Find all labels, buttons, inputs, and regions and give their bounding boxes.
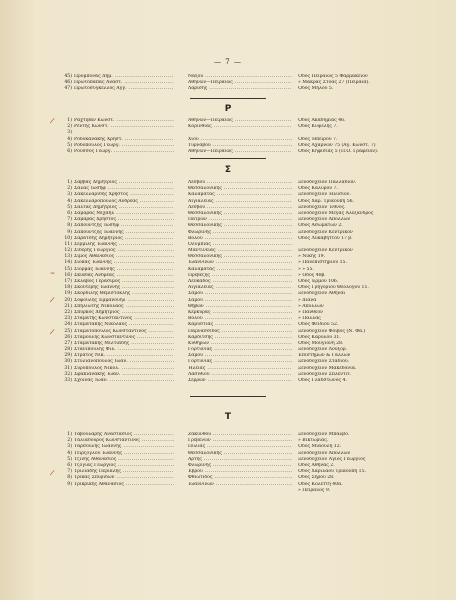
section-continuation <box>60 74 420 93</box>
entry-address: Ξενοδοχεῖον Ἀθῆναι <box>298 291 346 297</box>
entry-number: 12) <box>64 248 72 254</box>
entry-address: Ὁδὸς Κυψέλης 7. <box>298 124 338 130</box>
entry-address: Ὁδὸς Μιαούλη 12. <box>298 444 342 450</box>
entry-number: 26) <box>64 334 72 340</box>
entry-number: 2) <box>67 438 72 444</box>
entry-number: 27) <box>64 340 72 346</box>
section-divider <box>190 98 266 99</box>
entry-address: Ξενοδοχεῖον Λουξὸρ. <box>298 347 348 353</box>
entry-name: Στανιπούλης Φιλ. ..... <box>74 347 174 353</box>
entry-name: Σκιαδᾶς Ἀνδρέας ..... <box>74 273 174 279</box>
entry-name: Σπηλιώτης Νικόλαος ..... <box>74 304 174 310</box>
entry-name: Σιορμᾶς Ἰωάννης ..... <box>74 267 174 273</box>
entry-address: » Πειραιῶς 9. <box>298 487 331 493</box>
entry-address: Ὁδὸς Μῆλου 5. <box>298 86 334 92</box>
entry-name: Ραχτιβὰν Κωνστ. ..... <box>74 118 174 124</box>
entry-name: Σάββας Δημήτριος ..... <box>74 180 174 186</box>
entry-number: 4) <box>67 450 72 456</box>
handwritten-mark: ⟋ <box>50 118 55 125</box>
entry-name: Σταμάτης Κωνσταντῖνος ..... <box>74 316 174 322</box>
entry-address: Ξενοδοχεῖον Σπλέντιτ. <box>298 371 352 377</box>
section-divider <box>190 396 266 397</box>
entry-number: 46) <box>64 80 72 86</box>
entry-name: Σακελλαρόπουλος Ἀνδρέας ..... <box>74 199 174 205</box>
entry-constituency: Θεσσαλονίκης ..... <box>188 223 292 229</box>
section-tau <box>60 432 420 494</box>
entry-number: 1) <box>67 432 72 437</box>
entry-name: Σπύρκος Δημήτριος ..... <box>74 310 174 316</box>
entry-number: 14) <box>64 260 72 266</box>
entry-number: 21) <box>64 303 72 309</box>
entry-name: Σταματάκης Νικόλαος ..... <box>74 322 174 328</box>
entry-name: Πρωτοπαπᾶς Ἀναστ. ..... <box>74 80 174 86</box>
entry-number: 3) <box>67 192 72 198</box>
section-letter-rho: Ρ <box>224 104 232 114</box>
entry-number: 6) <box>67 462 72 468</box>
entry-number: 13) <box>64 254 72 260</box>
entry-constituency: Ἀθηνῶν—Πειραιῶς ..... <box>188 149 292 155</box>
entry-address: Ὁδὸς Κηφισίας 5 (Π.Ο. Γραφεῖον). <box>298 148 379 154</box>
entry-constituency: Σάμου ..... <box>188 291 292 297</box>
entry-number: 23) <box>64 316 72 322</box>
entry-constituency: Βόλου ..... <box>188 236 292 242</box>
entry-constituency: Ἄρτης ..... <box>188 457 292 463</box>
entry-constituency: Κερκύρας ..... <box>188 310 292 316</box>
entry-name: Τζόγιας Γεώργιος ..... <box>74 463 174 469</box>
entry-name: Σάλας Ἰωσήφ ..... <box>74 186 174 192</box>
entry-address: Ἐπιστήμων & Γάλλων <box>298 353 351 359</box>
entry-constituency: Φλωρίνης ..... <box>188 230 292 236</box>
entry-constituency: Ἰωαννίνων ..... <box>188 260 292 266</box>
entry-name: Σίμος Ἀθανάσιος ..... <box>74 254 174 260</box>
entry-address: Ὁδὸς Ἀσωμάτων 2. <box>298 223 343 229</box>
entry-constituency: Ἰωαννίνων ..... <box>188 482 292 488</box>
entry-name: Σαπουντζῆς Ἰωσήφ ..... <box>74 223 174 229</box>
entry-number: 29) <box>64 353 72 359</box>
entry-number: 9) <box>67 229 72 235</box>
entry-constituency: Θηβῶν ..... <box>188 304 292 310</box>
entry-number: 18) <box>64 285 72 291</box>
entry-constituency: Γορτυνίας ..... <box>188 359 292 365</box>
entry-name: Σκορδίλης Θεμιστοκλῆς ..... <box>74 291 174 297</box>
entry-name: Σαράτσης Δημήτριος ..... <box>74 236 174 242</box>
entry-address: Ὁδὸς Φειδίου 52. <box>298 322 339 328</box>
entry-address: Ξενοδοχεῖον Ἡλύσιον. <box>298 192 351 198</box>
section-divider <box>190 158 266 159</box>
entry-number: 2) <box>67 124 72 130</box>
entry-number: 24) <box>64 322 72 328</box>
entry-address: Ὁδὸς Καρύλου 31. <box>298 334 341 340</box>
entry-address: Ξενοδοχεῖον Μακεδονία. <box>298 365 357 371</box>
entry-address: Ξενοδοχεῖον Παλλάδιον. <box>298 180 357 185</box>
entry-constituency: Ζακύνθου ..... <box>188 432 292 438</box>
entry-constituency: Κορινθίας ..... <box>188 124 292 130</box>
entry-constituency: Χίου ..... <box>188 137 292 143</box>
entry-name: Σιδέρης Γεώργιος ..... <box>74 248 174 254</box>
entry-address: » » 55. <box>298 266 314 272</box>
entry-constituency: Τυρνάβου ..... <box>188 143 292 149</box>
entry-constituency: Ἀθηνῶν—Πειραιῶς ..... <box>188 118 292 124</box>
entry-constituency: Λέσβου ..... <box>188 205 292 211</box>
entry-row <box>60 149 420 155</box>
entry-name: Τρίκας Σπυρίδων ..... <box>74 475 174 481</box>
handwritten-mark: ⟋ <box>50 470 55 477</box>
entry-constituency: Φθιώτιδος ..... <box>188 475 292 481</box>
entry-number: 30) <box>64 359 72 365</box>
entry-number: 32) <box>64 371 72 377</box>
entry-constituency: Πατρῶν ..... <box>188 217 292 223</box>
entry-constituency: Θεσσαλονίκης ..... <box>188 254 292 260</box>
entry-number: 17) <box>64 279 72 284</box>
entry-name: Σταματάκης Μιλτιάδης ..... <box>74 341 174 347</box>
entry-row <box>60 378 420 384</box>
entry-address: Ὁδὸς Καλύρου 7. <box>298 186 338 192</box>
entry-number: 16) <box>64 272 72 278</box>
entry-constituency: Λέσβου ..... <box>188 180 292 186</box>
entry-address: Ὁδὸς Ἑρμοῦ 106. <box>298 279 339 284</box>
entry-name: Ταλιαδούρος Κωνσταντῖνος ..... <box>74 438 174 444</box>
entry-name: Ταβουλάρης Ἀναστάσιος ..... <box>74 432 174 438</box>
entry-address: Ὁδὸς Μουγιονῆ 28. <box>298 340 344 346</box>
entry-number: 7) <box>67 217 72 223</box>
entry-name: Τζίνης Ἀθανάσιος ..... <box>74 457 174 463</box>
entry-constituency: Ἑβρου ..... <box>188 469 292 475</box>
entry-number: 33) <box>64 378 72 383</box>
entry-name: Τριλιάδης Περικλῆς ..... <box>74 469 174 475</box>
entry-address: Ξενοδοχεῖον Μπάλβο. <box>298 432 350 437</box>
entry-number: 3) <box>67 130 72 136</box>
entry-address: Ξενοδοχεῖον Ἔθνος. <box>298 204 346 210</box>
entry-name: Τεϊρζόγλου Ἰωάννης ..... <box>74 451 174 457</box>
entry-address: Ὁδὸς Ἠπείρου 7. <box>298 136 338 142</box>
entry-number: 8) <box>67 475 72 481</box>
entry-constituency: Γρεβενῶν ..... <box>188 438 292 444</box>
entry-name: Σερμίλης Ἰωάννης ..... <box>74 242 174 248</box>
entry-constituency: Καλαμάτας ..... <box>188 192 292 198</box>
entry-number: 19) <box>64 291 72 297</box>
entry-constituency: Πρεβέζης ..... <box>188 273 292 279</box>
entry-number: 11) <box>64 241 72 247</box>
entry-number: 5) <box>67 142 72 148</box>
entry-address: Ὁδὸς Γρηγορίου Θεολόγου 11. <box>298 285 369 291</box>
entry-name: Ταρσούλης Ἰωάννης ..... <box>74 444 174 450</box>
entry-constituency: Σερρῶν ..... <box>188 378 292 384</box>
entry-constituency: Ὀλυμπίας ..... <box>188 242 292 248</box>
entry-address: Ὁδὸς Χαρ. Τρικούπη 56. <box>298 198 355 204</box>
entry-number: 4) <box>67 198 72 204</box>
entry-address: Ὁδὸς Κολέττη 40α. <box>298 481 343 487</box>
section-rho <box>60 118 420 155</box>
entry-number: 4) <box>67 136 72 142</box>
entry-number: 25) <box>64 328 72 334</box>
entry-number: 28) <box>64 347 72 353</box>
entry-address: » Πάνθεον <box>298 309 323 315</box>
entry-number: 5) <box>67 204 72 210</box>
entry-number: 20) <box>64 297 72 303</box>
entry-constituency: Λαρίσης ..... <box>188 86 292 92</box>
entry-constituency: Σάμου ..... <box>188 298 292 304</box>
entry-address: Ξενοδοχεῖον Κεντρικόν <box>298 229 353 235</box>
entry-name: Σιόκας Ἰωάννης ..... <box>74 260 174 266</box>
section-sigma <box>60 180 420 384</box>
entry-row <box>60 488 420 494</box>
entry-constituency: Λασιθίου ..... <box>188 372 292 378</box>
entry-address: Ξενοδοχεῖον Ἅγιος Γεώργιος <box>298 456 366 462</box>
entry-address: Ξενοδοχεῖον Ἀπόλλων <box>298 217 351 223</box>
entry-constituency: Θεσσαλονίκης ..... <box>188 451 292 457</box>
entry-name: Ρούσσος Γεώργ. ..... <box>74 149 174 155</box>
entry-name: Σακελλαρίδης Χρῆστος ..... <box>74 192 174 198</box>
entry-name: Σάλτας Δημήτριος ..... <box>74 205 174 211</box>
entry-constituency: Πυλίας ..... <box>188 444 292 450</box>
entry-number: 22) <box>64 309 72 315</box>
entry-number: 7) <box>67 469 72 475</box>
entry-address: » Νίκης 19. <box>298 254 326 260</box>
entry-number: 5) <box>67 456 72 462</box>
entry-name: Σαμαρᾶς Χρῆστος ..... <box>74 217 174 223</box>
entry-constituency: Καρδίτσης ..... <box>188 335 292 341</box>
entry-address: Ὁδὸς Χαριλάου Τρικούπη 15. <box>298 469 366 475</box>
entry-row <box>60 86 420 92</box>
entry-address: » Ὁδὸς 48β. <box>298 272 326 278</box>
entry-name: Σκλάβος Γεράσιμος ..... <box>74 279 174 285</box>
entry-address: Ξενοδοχεῖον Ἀπόλλων <box>298 450 351 456</box>
entry-address: Ὁδὸς Ἀθηνᾶς 2. <box>298 462 335 468</box>
entry-number: 6) <box>67 210 72 216</box>
handwritten-mark: ⟋ <box>50 297 55 304</box>
entry-constituency: Θεσσαλονίκης ..... <box>188 211 292 217</box>
entry-name: Σκουτέρης Ἰωάννης ..... <box>74 285 174 291</box>
entry-name: Ροδοκανάκης Χρηστ. ..... <box>74 137 174 143</box>
entry-constituency: Ἠλείας ..... <box>188 366 292 372</box>
entry-constituency: Ἀθηνῶν—Πειραιῶς ..... <box>188 80 292 86</box>
entry-name: Ρέντης Κωνστ. ..... <box>74 124 174 130</box>
entry-address: Ὁδὸς Γλάδστωνος 4. <box>298 378 347 383</box>
entry-address: » Πάλλας <box>298 316 321 322</box>
entry-address: Ξενοδοχεῖον Φοῖβος (Ν. Φᾶ.) <box>298 328 366 334</box>
entry-address: » Ἀπόλλων <box>298 303 324 309</box>
entry-constituency: Αἰγιαλείας ..... <box>188 199 292 205</box>
entry-address: » Διάνα <box>298 297 317 303</box>
handwritten-mark: ⟋ <box>50 329 55 336</box>
entry-name: Σαμαρᾶς Μιχαήλ ..... <box>74 211 174 217</box>
entry-name: Στρατὸς Νικ. ..... <box>74 353 174 359</box>
entry-constituency: Καλαμάτας ..... <box>188 267 292 273</box>
entry-constituency: Νάξου ..... <box>188 74 292 80</box>
entry-number: 47) <box>64 86 72 92</box>
entry-constituency: Γορτυνίας ..... <box>188 347 292 353</box>
entry-constituency: Θεσσαλονίκης ..... <box>188 186 292 192</box>
section-letter-sigma: Σ <box>224 165 232 175</box>
entry-address: Ξενοδοχεῖον Σταδίου. <box>298 359 350 365</box>
entry-number: 1) <box>67 180 72 185</box>
entry-name: Σταματόπουλος Κωνσταντῖνος ..... <box>74 329 174 335</box>
entry-constituency: Σάμου ..... <box>188 353 292 359</box>
entry-name: Σφακιανάκης Ἰωάν. ..... <box>74 372 174 378</box>
entry-number: 45) <box>64 74 72 79</box>
entry-number: 6) <box>67 148 72 154</box>
entry-constituency: Παρνασσίδος ..... <box>188 329 292 335</box>
entry-address: Ὁδὸς Ἀχαρνῶν 75 (Ἀγ. Κωνστ. 7) <box>298 142 376 148</box>
entry-constituency: Λευκάδος ..... <box>188 279 292 285</box>
entry-name: Προμπονάς Δημ. ..... <box>74 74 174 80</box>
entry-name: Συρόπουλος Νικόλ. ..... <box>74 366 174 372</box>
entry-constituency: Φλωρίνης ..... <box>188 463 292 469</box>
entry-number: 31) <box>64 365 72 371</box>
entry-constituency: Καρυστίας ..... <box>188 322 292 328</box>
entry-number: 1) <box>67 118 72 123</box>
handwritten-mark: ~ <box>50 270 56 277</box>
entry-name: Πρωτοσύγκελλος Ἀγγ. ..... <box>74 86 174 92</box>
entry-address: Ὁδὸς Λυκαβηττοῦ 17 β. <box>298 235 353 241</box>
entry-name: Σοφούλης Ἐμμανουήλ ..... <box>74 298 174 304</box>
entry-name: Τρικρίκης Ἀθανάσιος ..... <box>74 482 174 488</box>
entry-address: Ξενοδοχεῖον Κεντρικόν <box>298 248 353 254</box>
entry-name: Ροδόπουλος Γεώργ. ..... <box>74 143 174 149</box>
entry-name: Στυλιανόπουλος Ἰωάν. ..... <box>74 359 174 365</box>
entry-number: 9) <box>67 481 72 487</box>
entry-address: Ὁδὸς Ἀκαδημίας 46. <box>298 118 346 123</box>
entry-constituency: Βόλου ..... <box>188 316 292 322</box>
entry-number: 8) <box>67 223 72 229</box>
entry-address: » Πανεπιστημίου 15. <box>298 260 347 266</box>
entry-number: 2) <box>67 186 72 192</box>
entry-address: Ὁδὸς Σῆρου 28. <box>298 475 335 481</box>
entry-constituency: Κυθήρων ..... <box>188 341 292 347</box>
entry-number: 10) <box>64 235 72 241</box>
entry-number: 15) <box>64 266 72 272</box>
entry-name: Σαπουντζῆς Ἰωάννης ..... <box>74 230 174 236</box>
entry-address: » Βικτωρίας. <box>298 438 329 444</box>
entry-address: Ξενοδοχεῖον Μέγας Ἀλέξανδρος <box>298 210 374 216</box>
section-letter-tau: Τ <box>224 412 232 422</box>
entry-name: Σχοινᾶς Ἰωάν. ..... <box>74 378 174 384</box>
entry-name: Σταμούλης Κωνσταντῖνος ..... <box>74 335 174 341</box>
entry-constituency: Αἰγιαλείας ..... <box>188 285 292 291</box>
page-number: — 7 — <box>214 58 242 66</box>
entry-number: 3) <box>67 444 72 450</box>
entry-constituency: Μαντινείας ..... <box>188 248 292 254</box>
entry-address: Ὁδὸς Πειραιῶς 5 Φαρμακεῖον <box>298 74 368 79</box>
entry-address: » Μακρὰς Στοᾶς 27 (Πειραιά). <box>298 80 370 86</box>
